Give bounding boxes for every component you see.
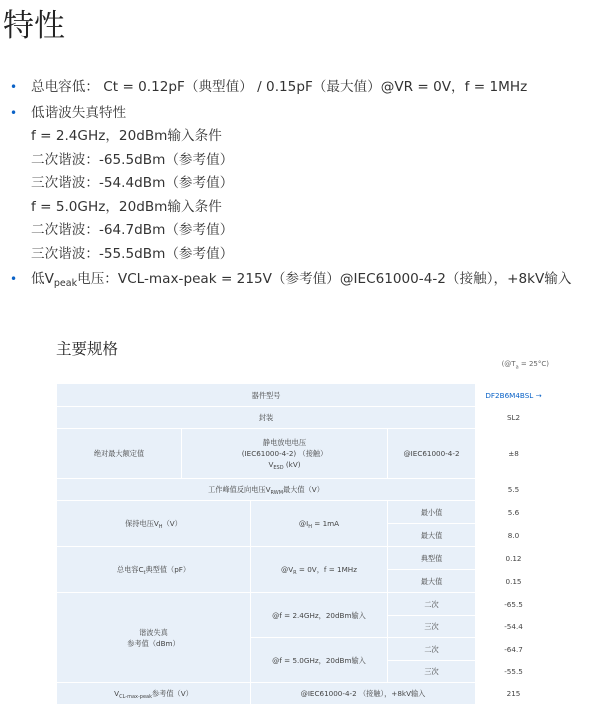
vcl-condition: @IEC61000-4-2 （接触），+8kV输入 xyxy=(251,683,476,705)
vh-cond-post: = 1mA xyxy=(311,519,340,528)
feature-line: 二次谐波：-64.7dBm（参考值） xyxy=(31,222,234,238)
table-row xyxy=(57,407,552,429)
esd-param-line: 静电放电电压 xyxy=(262,438,307,447)
feature-item-capacitance xyxy=(0,76,612,100)
bullet-icon: • xyxy=(10,80,18,94)
table-row xyxy=(57,384,552,407)
vh-condition xyxy=(251,501,388,547)
ct-max-label: 最大值 xyxy=(388,570,476,593)
harmonic-value: -65.5 xyxy=(476,593,552,616)
ct-typ-label: 典型值 xyxy=(388,547,476,570)
condition-post: = 25°C) xyxy=(518,360,549,368)
harmonic-label-line: 谐波失真 xyxy=(139,627,168,637)
vh-min-value: 5.6 xyxy=(476,501,552,524)
vh-max-label: 最大值 xyxy=(388,524,476,547)
feature-item-harmonic xyxy=(0,102,612,267)
feature-line: f = 5.0GHz，20dBm输入条件 xyxy=(31,198,222,215)
harmonic-third-label: 三次 xyxy=(388,661,476,683)
vcl-value: 215 xyxy=(476,683,552,705)
feature-text-post: 电压：VCL-max-peak = 215V（参考值）@IEC61000-4-2（接触），+8kV输入 xyxy=(77,271,572,287)
vrwm-pre: 工作峰值反向电压V xyxy=(208,485,271,494)
ct-max-value: 0.15 xyxy=(476,570,552,593)
ct-typ-value: 0.12 xyxy=(476,547,552,570)
vh-sub: H xyxy=(158,524,163,530)
vh-cond-pre: @I xyxy=(298,519,309,528)
feature-line: 二次谐波：-65.5dBm（参考值） xyxy=(31,151,234,168)
harmonic-cond-50ghz: @f = 5.0GHz，20dBm输入 xyxy=(251,638,388,683)
harmonic-value: -64.7 xyxy=(476,638,552,661)
vrwm-post: 最大值（V） xyxy=(283,485,324,494)
spec-table xyxy=(56,383,552,705)
esd-param xyxy=(182,429,388,479)
vrwm-label xyxy=(57,479,476,501)
ct-cond-sub: R xyxy=(293,570,297,576)
esd-value: ±8 xyxy=(476,429,552,479)
harmonic-value: -54.4 xyxy=(476,616,552,638)
vh-min-label: 最小值 xyxy=(388,501,476,524)
esd-param-line: (IEC61000-4-2) （接触） xyxy=(241,449,328,458)
table-row xyxy=(57,547,552,570)
vh-pre: 保持电压V xyxy=(125,519,159,528)
vcl-post: 参考值（V） xyxy=(151,689,193,698)
table-row xyxy=(57,683,552,705)
test-condition xyxy=(502,360,549,370)
ct-condition xyxy=(251,547,388,593)
page-title: 特性 xyxy=(3,8,65,44)
harmonic-label-line: 参考值（dBm） xyxy=(127,638,180,648)
condition-pre: (@T xyxy=(501,360,516,368)
vh-label xyxy=(57,501,251,547)
esd-unit: (kV) xyxy=(283,460,301,469)
abs-max-label: 绝对最大额定值 xyxy=(57,429,182,479)
feature-text: Ct = 0.12pF（典型值） / 0.15pF（最大值）@VR = 0V，f = 1MHz xyxy=(103,79,528,95)
ct-sub: t xyxy=(143,570,146,576)
specs-title: 主要规格 xyxy=(56,340,119,358)
ct-cond-pre: @V xyxy=(281,565,294,574)
feature-label: 总电容低： xyxy=(31,79,99,95)
ct-cond-post: = 0V，f = 1MHz xyxy=(296,565,357,574)
feature-item-vpeak xyxy=(0,268,612,292)
vh-post: （V） xyxy=(162,519,182,528)
table-row xyxy=(57,501,552,524)
feature-label: 低谐波失真特性 xyxy=(31,104,127,121)
condition-sub: a xyxy=(515,364,519,371)
vrwm-sub: RWM xyxy=(270,490,284,496)
esd-symbol: V xyxy=(268,460,274,469)
part-number-value[interactable]: DF2B6M4BSL xyxy=(485,390,534,400)
feature-text-sub: peak xyxy=(53,278,78,289)
table-row xyxy=(57,479,552,501)
vh-cond-sub: H xyxy=(308,524,312,530)
vh-max-value: 8.0 xyxy=(476,524,552,547)
vrwm-value: 5.5 xyxy=(476,479,552,501)
vcl-pre: V xyxy=(114,689,120,698)
esd-param-line xyxy=(184,459,385,470)
esd-condition: @IEC61000-4-2 xyxy=(388,429,476,479)
ct-pre: 总电容C xyxy=(116,565,144,574)
table-row xyxy=(57,593,552,616)
feature-line: 三次谐波：-55.5dBm（参考值） xyxy=(31,245,234,262)
package-label: 封装 xyxy=(57,407,476,429)
package-value: SL2 xyxy=(476,407,552,429)
harmonic-cond-24ghz: @f = 2.4GHz，20dBm输入 xyxy=(251,593,388,638)
feature-list xyxy=(0,76,612,292)
ct-post: 典型值（pF） xyxy=(145,565,191,574)
harmonic-label xyxy=(57,593,251,683)
ct-label xyxy=(57,547,251,593)
arrow-right-icon[interactable]: → xyxy=(535,390,542,400)
vcl-sub: CL-max-peak xyxy=(119,694,152,700)
part-number-link[interactable] xyxy=(476,384,552,407)
harmonic-value: -55.5 xyxy=(476,661,552,683)
harmonic-second-label: 二次 xyxy=(388,638,476,661)
feature-line: 三次谐波：-54.4dBm（参考值） xyxy=(31,175,234,191)
vcl-label xyxy=(57,683,251,705)
part-number-label: 器件型号 xyxy=(57,384,476,407)
harmonic-second-label: 二次 xyxy=(388,593,476,616)
feature-text-pre: 低V xyxy=(31,271,54,287)
esd-symbol-sub: ESD xyxy=(273,465,284,471)
bullet-icon: • xyxy=(10,272,18,286)
table-row xyxy=(57,429,552,479)
feature-line: f = 2.4GHz，20dBm输入条件 xyxy=(31,128,222,144)
harmonic-third-label: 三次 xyxy=(388,616,476,638)
bullet-icon: • xyxy=(10,105,18,120)
